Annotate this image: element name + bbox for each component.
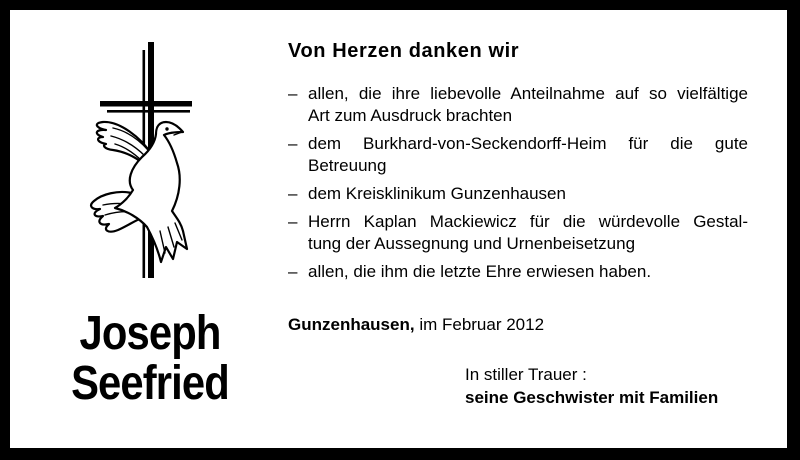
- thanks-item: [288, 83, 748, 127]
- mourning-intro: In stiller Trauer :: [465, 365, 587, 384]
- notice-heading: Von Herzen danken wir: [288, 40, 520, 62]
- list-dash: –: [288, 134, 298, 153]
- deceased-last-name: Seefried: [71, 357, 229, 410]
- thanks-item-text: Herrn Kaplan Mackiewicz für die würdevolle Gestal- tung der Aussegnung und Urnenbeisetzung: [308, 212, 748, 253]
- place-date-line: [288, 314, 748, 336]
- place-name: Gunzenhausen,: [288, 315, 415, 334]
- dove-icon: [91, 122, 187, 262]
- cross-and-dove-emblem: [55, 35, 255, 280]
- list-dash: –: [288, 184, 298, 203]
- list-dash: –: [288, 212, 298, 231]
- thanks-item: [288, 211, 748, 255]
- thanks-item: [288, 261, 748, 283]
- memorial-card: [10, 10, 787, 448]
- deceased-first-name: Joseph: [79, 307, 221, 360]
- notice-body: [288, 38, 748, 409]
- thanks-list: [288, 83, 748, 283]
- deceased-name: [20, 309, 280, 409]
- list-dash: –: [288, 84, 298, 103]
- mourning-block: [465, 363, 748, 409]
- thanks-item-text: dem Kreisklinikum Gunzenhausen: [308, 184, 566, 203]
- thanks-item-text: dem Burkhard-von-Seckendorff-Heim für die gute Betreuung: [308, 134, 748, 175]
- list-dash: –: [288, 262, 298, 281]
- thanks-item: [288, 183, 748, 205]
- thanks-item-text: allen, die ihre liebevolle Anteilnahme auf so vielfältige Art zum Ausdruck brachten: [308, 84, 748, 125]
- mourning-family: seine Geschwister mit Familien: [465, 388, 719, 407]
- date-text: im Februar 2012: [419, 315, 545, 334]
- thanks-item: [288, 133, 748, 177]
- thanks-item-text: allen, die ihm die letzte Ehre erwiesen haben.: [308, 262, 652, 281]
